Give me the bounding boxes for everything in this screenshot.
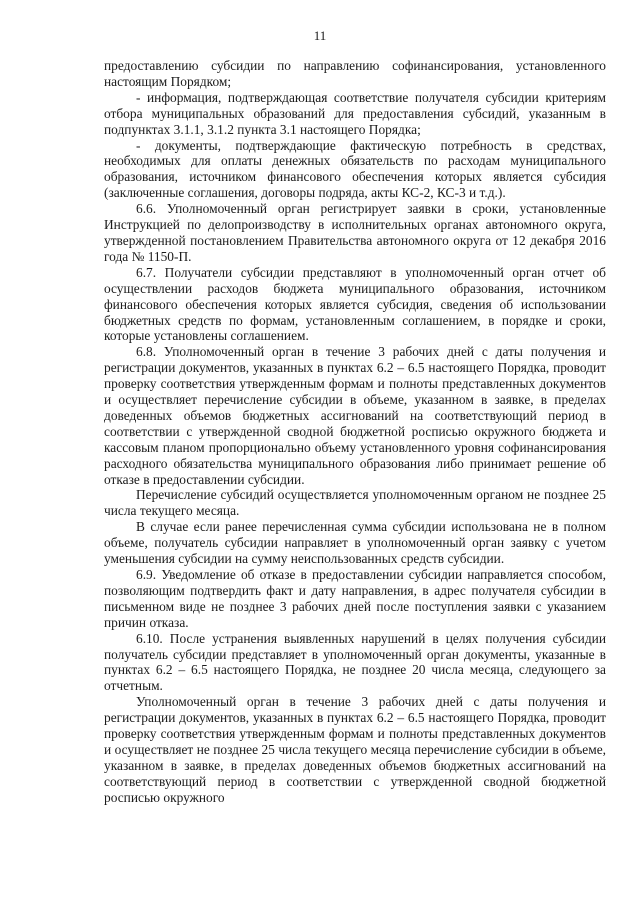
paragraph-continuation: предоставлению субсидии по направлению софинансирования, установленного настоящим Порядком; [104, 58, 606, 89]
paragraph-supporting-documents: - документы, подтверждающие фактическую потребность в средствах, необходимых для оплаты денежных обязательств по расходам муниципального образования, источником финансового обеспечения которых является субсидия (заключенные соглашения, договоры подряда, акты КС-2, КС-3 и т.д.). [104, 137, 606, 201]
page-number: 11 [313, 28, 327, 43]
paragraph-6-9: 6.9. Уведомление об отказе в предоставлении субсидии направляется способом, позволяющим подтвердить факт и дату направления, в адрес получателя субсидии в письменном виде не позднее 3 рабочих дней после поступления заявки с указанием причин отказа. [104, 567, 606, 630]
paragraph-criteria-info: - информация, подтверждающая соответствие получателя субсидии критериям отбора муниципальных образований для предоставления субсидий, указанным в подпунктах 3.1.1, 3.1.2 пункта 3.1 настоящего Порядка; [104, 89, 606, 137]
paragraph-transfer-deadline: Перечисление субсидий осуществляется уполномоченным органом не позднее 25 числа текущего месяца. [104, 487, 606, 519]
paragraph-unused-subsidy: В случае если ранее перечисленная сумма субсидии использована не в полном объеме, получатель субсидии направляет в уполномоченный орган заявку с учетом уменьшения субсидии на сумму неиспользованных средств субсидии. [104, 519, 606, 567]
paragraph-6-7: 6.7. Получатели субсидии представляют в уполномоченный орган отчет об осуществлении расходов бюджета муниципального образования, источником финансового обеспечения которых является субсидия, сведения об использовании бюджетных средств по формам, установленным соглашением, в порядке и сроки, которые установлены соглашением. [104, 264, 606, 344]
paragraph-6-8: 6.8. Уполномоченный орган в течение 3 рабочих дней с даты получения и регистрации документов, указанных в пунктах 6.2 – 6.5 настоящего Порядка, проводит проверку соответствия утвержденным формам и полноты представленных документов и осуществляет перечисление субсидии в объеме, указанном в заявке, в пределах доведенных объемов бюджетных ассигнований на соответствующий период в соответствии с утвержденной сводной бюджетной росписью окружного бюджета и кассовым планом пропорционально объему установленного уровня софинансирования расходного обязательства муниципального образования либо принимает решение об отказе в предоставлении субсидии. [104, 344, 606, 487]
paragraph-resubmission-review: Уполномоченный орган в течение 3 рабочих дней с даты получения и регистрации документов, указанных в пунктах 6.2 – 6.5 настоящего Порядка, проводит проверку соответствия утвержденным формам и полноты представленных документов и осуществляет не позднее 25 числа текущего месяца перечисление субсидии в объеме, указанном в заявке, в пределах доведенных объемов бюджетных ассигнований на соответствующий период в соответствии с утвержденной сводной бюджетной росписью окружного [104, 694, 606, 805]
paragraph-6-6: 6.6. Уполномоченный орган регистрирует заявки в сроки, установленные Инструкцией по делопроизводству в исполнительных органах автономного округа, утвержденной постановлением Правительства автономного округа от 12 декабря 2016 года № 1150-П. [104, 201, 606, 264]
paragraph-6-10: 6.10. После устранения выявленных нарушений в целях получения субсидии получатель субсидии представляет в уполномоченный орган документы, указанные в пунктах 6.2 – 6.5 настоящего Порядка, не позднее 20 числа месяца, следующего за отчетным. [104, 630, 606, 694]
